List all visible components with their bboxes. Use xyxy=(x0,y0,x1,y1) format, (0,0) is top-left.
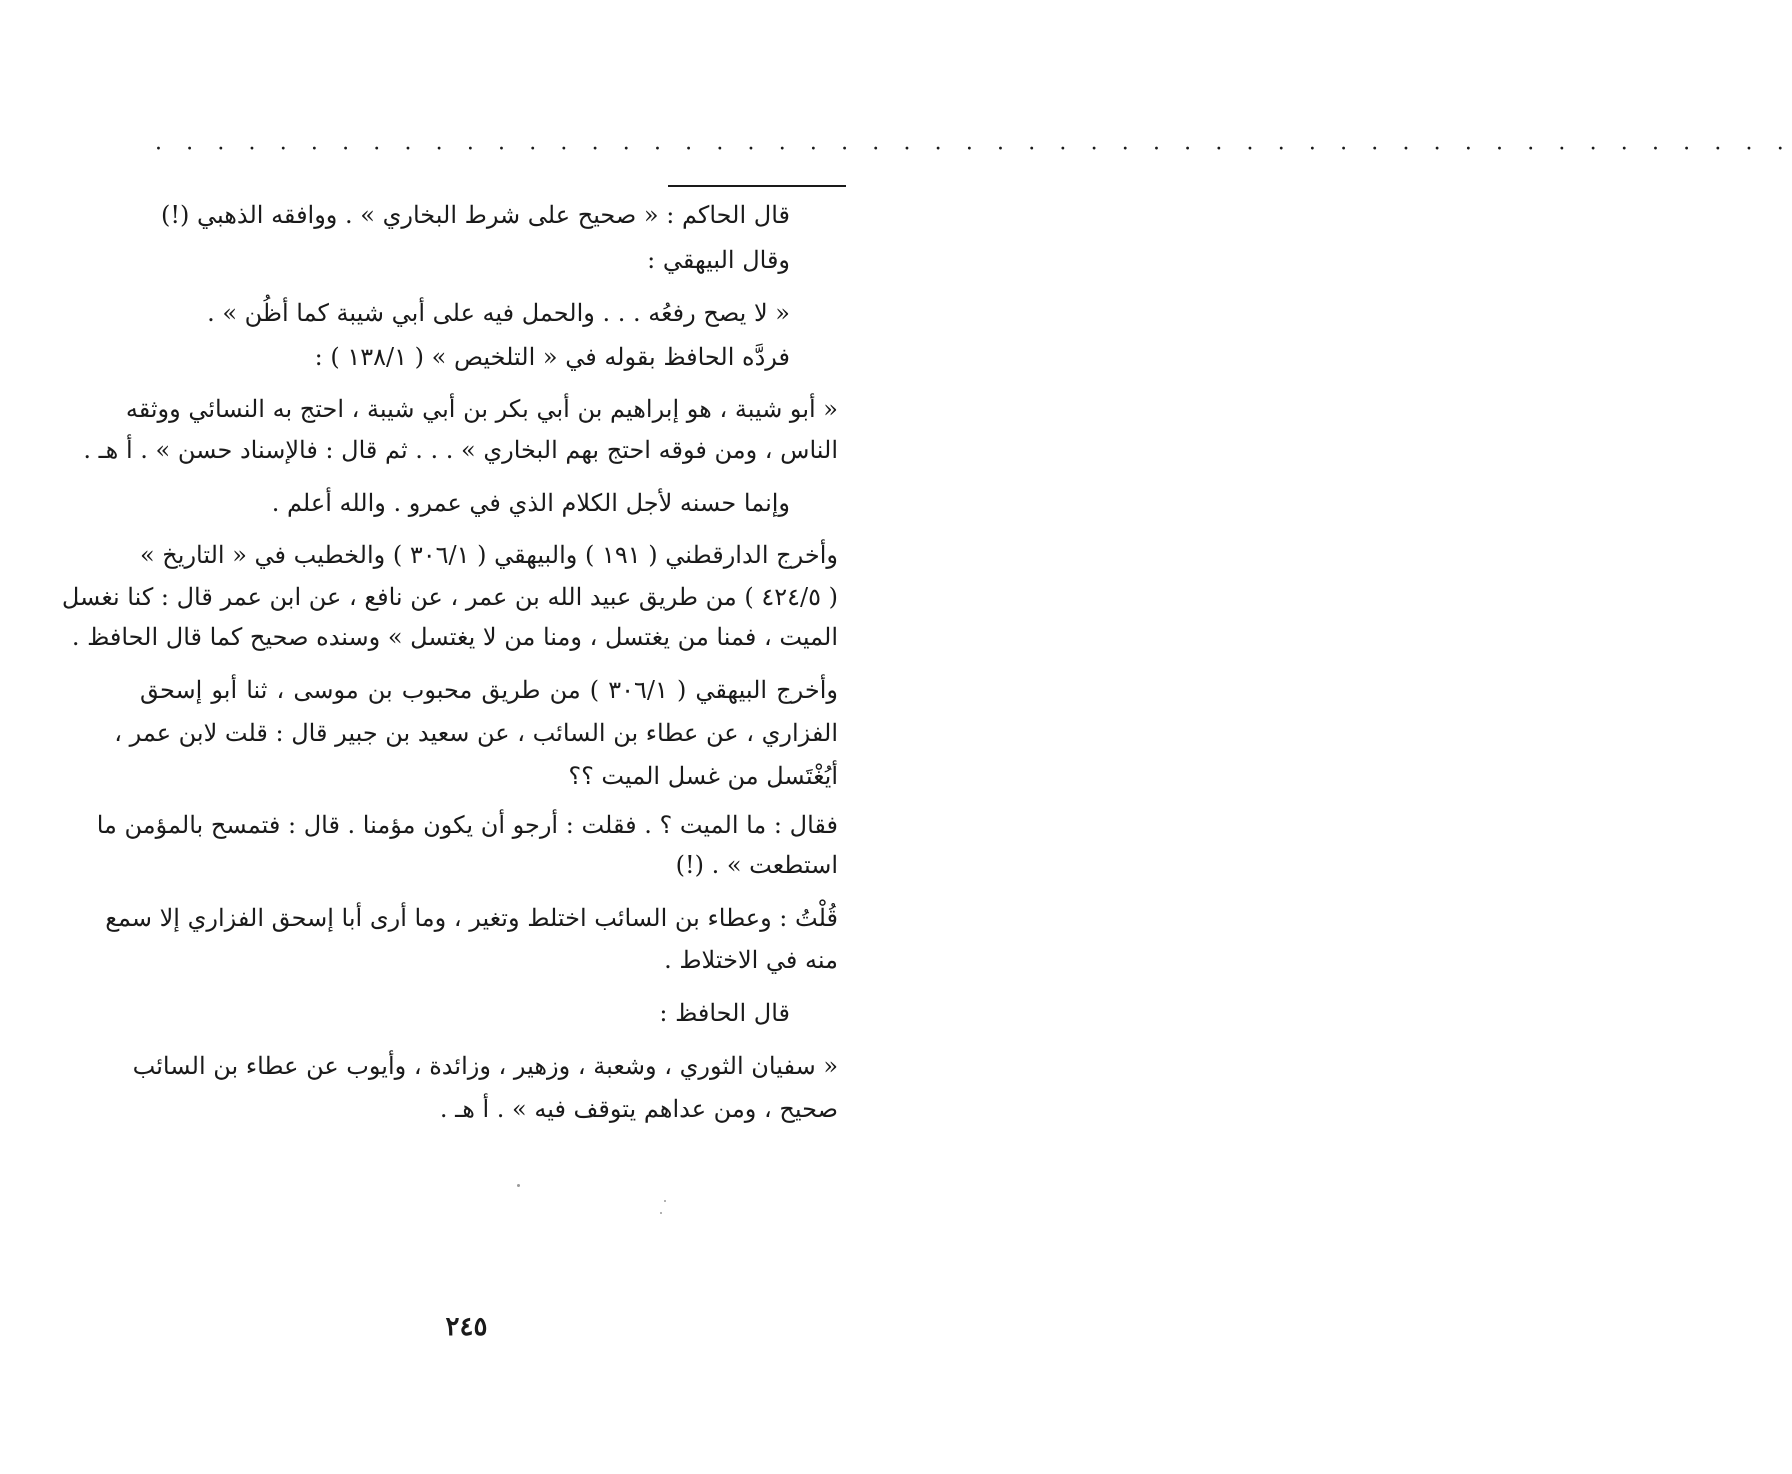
text-line-1: قال الحاكم : « صحيح على شرط البخاري » . ووافقه الذهبي (!) xyxy=(160,201,790,229)
text-line-6: الناس ، ومن فوقه احتج بهم البخاري » . . . ثم قال : فالإسناد حسن » . أ هـ . xyxy=(83,436,838,464)
scan-speck xyxy=(664,1200,666,1202)
text-line-7: وإنما حسنه لأجل الكلام الذي في عمرو . والله أعلم . xyxy=(271,489,790,517)
text-line-13: أيُغْتَسل من غسل الميت ؟؟ xyxy=(568,762,838,790)
text-line-9: ( ٤٢٤/٥ ) من طريق عبيد الله بن عمر ، عن نافع ، عن ابن عمر قال : كنا نغسل xyxy=(61,583,838,611)
text-line-15: استطعت » . (!) xyxy=(675,851,838,879)
footnote-separator-dots: · · · · · · · · · · · · · · · · · · · · · · · · · · · · · · · · · · · · · · · · · · · · · · · · · · · · · xyxy=(155,137,1792,162)
text-line-17: منه في الاختلاط . xyxy=(664,946,838,974)
text-line-20: صحيح ، ومن عداهم يتوقف فيه » . أ هـ . xyxy=(439,1095,838,1123)
text-line-16: قُلْتُ : وعطاء بن السائب اختلط وتغير ، وما أرى أبا إسحق الفزاري إلا سمع xyxy=(105,904,838,932)
scan-speck xyxy=(660,1212,662,1214)
text-line-19: « سفيان الثوري ، وشعبة ، وزهير ، وزائدة ، وأيوب عن عطاء بن السائب xyxy=(132,1052,838,1080)
footnote-rule xyxy=(668,185,846,187)
text-line-10: الميت ، فمنا من يغتسل ، ومنا من لا يغتسل » وسنده صحيح كما قال الحافظ . xyxy=(71,623,838,651)
text-line-14: فقال : ما الميت ؟ . فقلت : أرجو أن يكون مؤمنا . قال : فتمسح بالمؤمن ما xyxy=(96,811,838,839)
page-number: ٢٤٥ xyxy=(445,1312,488,1342)
text-line-3: « لا يصح رفعُه . . . والحمل فيه على أبي شيبة كما أظُن » . xyxy=(207,299,790,327)
text-line-11: وأخرج البيهقي ( ٣٠٦/١ ) من طريق محبوب بن موسى ، ثنا أبو إسحق xyxy=(140,676,838,704)
text-line-12: الفزاري ، عن عطاء بن السائب ، عن سعيد بن جبير قال : قلت لابن عمر ، xyxy=(114,719,838,747)
text-line-2: وقال البيهقي : xyxy=(647,246,790,274)
text-line-8: وأخرج الدارقطني ( ١٩١ ) والبيهقي ( ٣٠٦/١ ) والخطيب في « التاريخ » xyxy=(139,541,838,569)
text-line-5: « أبو شيبة ، هو إبراهيم بن أبي بكر بن أبي شيبة ، احتج به النسائي ووثقه xyxy=(125,395,838,423)
text-line-18: قال الحافظ : xyxy=(659,999,790,1027)
text-line-4: فردَّه الحافظ بقوله في « التلخيص » ( ١٣٨/١ ) : xyxy=(314,343,790,371)
scan-speck xyxy=(517,1184,520,1187)
